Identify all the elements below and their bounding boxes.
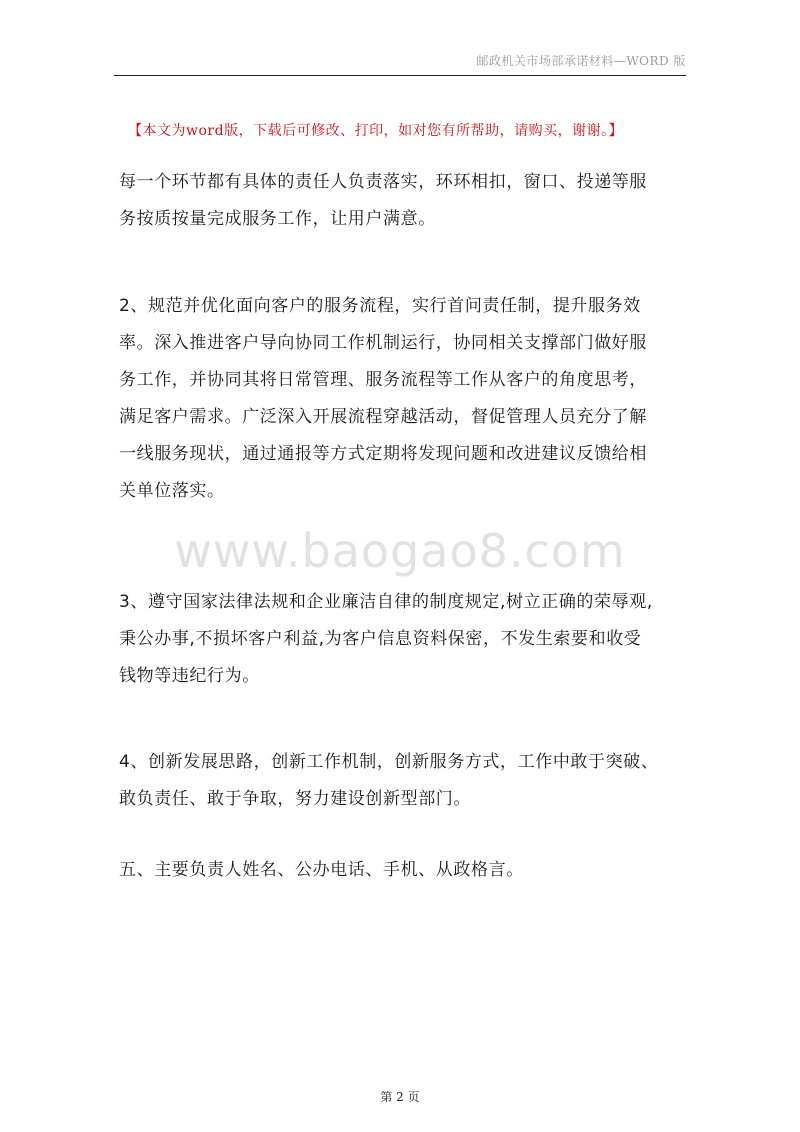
- paragraph-line: 一线服务现状，通过通报等方式定期将发现问题和改进建议反馈给相: [119, 444, 647, 464]
- header-divider: [114, 75, 686, 76]
- paragraph-intro: [119, 164, 685, 238]
- paragraph-line: 满足客户需求。广泛深入开展流程穿越活动，督促管理人员充分了解: [119, 407, 647, 427]
- paragraph-line: 每一个环节都有具体的责任人负责落实，环环相扣，窗口、投递等服: [119, 172, 647, 192]
- paragraph-line: 4、创新发展思路，创新工作机制，创新服务方式，工作中敢于突破、: [119, 752, 659, 772]
- section-heading-5: [119, 852, 685, 889]
- paragraph-line: 务按质按量完成服务工作，让用户满意。: [119, 209, 436, 229]
- paragraph-line: 2、规范并优化面向客户的服务流程，实行首问责任制，提升服务效: [119, 296, 641, 316]
- paragraph-item-2: [119, 288, 685, 510]
- paragraph-line: 五、主要负责人姓名、公办电话、手机、从政格言。: [119, 860, 524, 880]
- paragraph-line: 率。深入推进客户导向协同工作机制运行，协同相关支撑部门做好服: [119, 333, 647, 353]
- paragraph-line: 关单位落实。: [119, 481, 225, 501]
- download-notice: 【本文为word版，下载后可修改、打印，如对您有所帮助，请购买，谢谢。】: [128, 123, 624, 139]
- paragraph-line: 务工作，并协同其将日常管理、服务流程等工作从客户的角度思考，: [119, 370, 647, 390]
- paragraph-item-3: [119, 584, 685, 695]
- paragraph-item-4: [119, 744, 685, 818]
- watermark: www.baogao8.com: [174, 524, 626, 578]
- paragraph-line: 钱物等违纪行为。: [119, 666, 260, 686]
- header-title: 邮政机关市场部承诺材料—WORD 版: [476, 54, 686, 68]
- paragraph-line: 3、遵守国家法律法规和企业廉洁自律的制度规定,树立正确的荣辱观,: [119, 592, 653, 612]
- page-number: 第 2 页: [380, 1090, 420, 1104]
- paragraph-line: 敢负责任、敢于争取，努力建设创新型部门。: [119, 789, 471, 809]
- paragraph-line: 秉公办事,不损坏客户利益,为客户信息资料保密，不发生索要和收受: [119, 629, 642, 649]
